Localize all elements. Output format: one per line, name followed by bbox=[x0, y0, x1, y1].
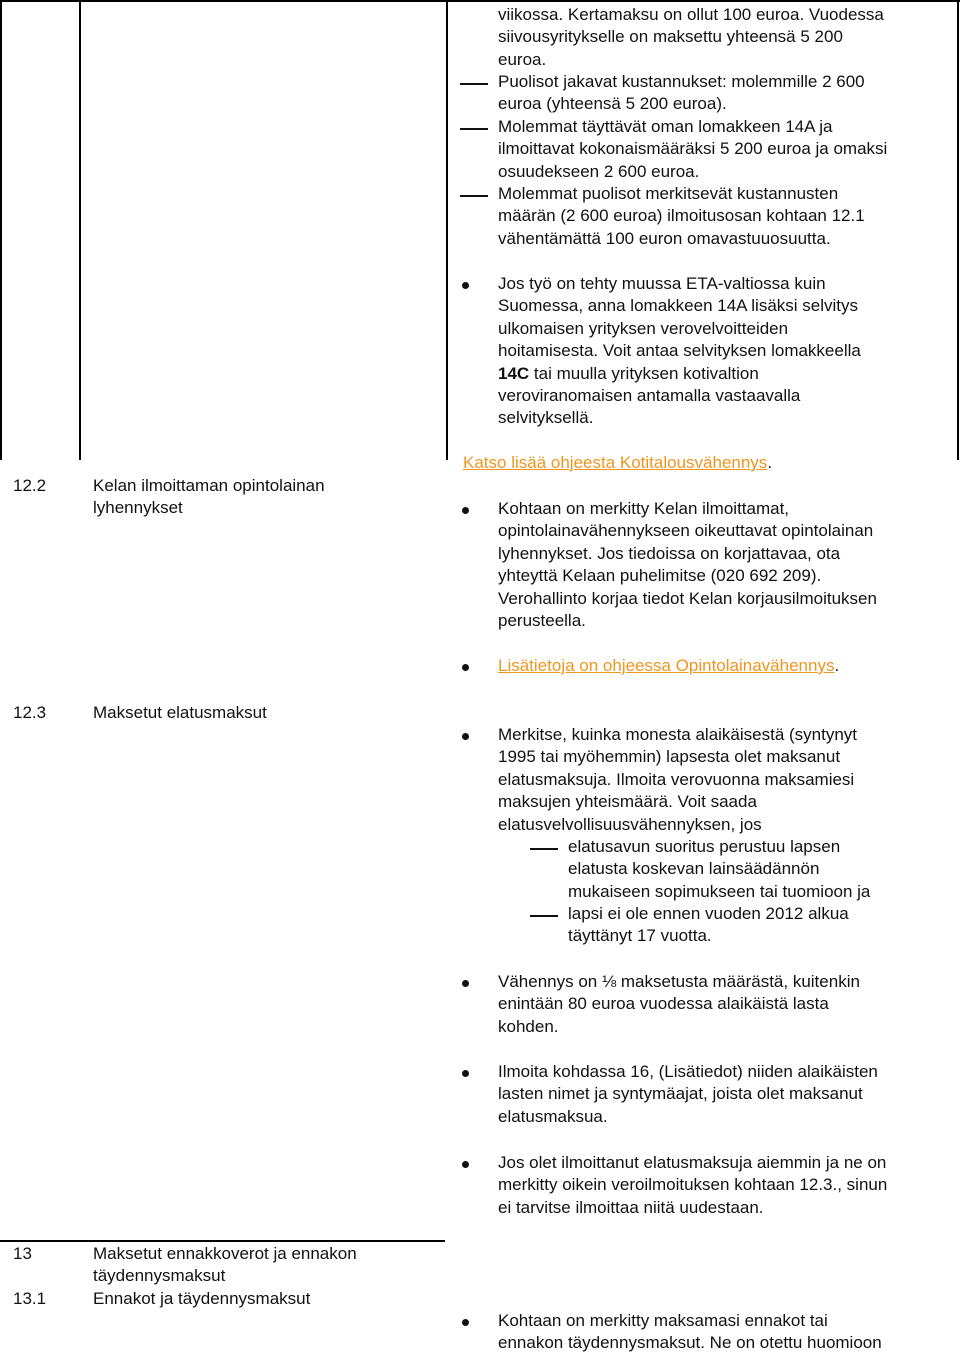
dash-item-2-line-3: osuudekseen 2 600 euroa. bbox=[498, 161, 700, 181]
kela-line-2: opintolainavähennykseen oikeuttavat opintolainan bbox=[498, 521, 874, 541]
kela-paragraph bbox=[498, 498, 948, 632]
intro-line-2: siivousyritykselle on maksettu yhteensä 5 200 bbox=[498, 27, 843, 47]
dash-item-2-line-1: Molemmat täyttävät oman lomakkeen 14A ja bbox=[498, 117, 833, 136]
bullet-icon bbox=[462, 507, 469, 514]
section-13-title-line-2: täydennysmaksut bbox=[93, 1266, 226, 1286]
ennakot-line-2: ennakon täydennysmaksut. Ne on otettu huomioon bbox=[498, 1333, 882, 1353]
eta-line-1: Jos työ on tehty muussa ETA-valtiossa kuin bbox=[498, 274, 826, 293]
elatus-paragraph bbox=[498, 724, 948, 836]
opintolaina-row bbox=[498, 655, 948, 677]
eta-line-5 bbox=[498, 363, 948, 385]
dash-item-2-line-2: ilmoittavat kokonaismääräksi 5 200 euroa ja omaksi bbox=[498, 139, 888, 159]
section-12-2-title-line-2: lyhennykset bbox=[93, 498, 183, 518]
bullet-icon bbox=[462, 664, 469, 671]
table-column-divider bbox=[79, 0, 81, 460]
eta-line-3: ulkomaisen yrityksen verovelvoitteiden bbox=[498, 318, 789, 338]
bullet-icon bbox=[462, 1319, 469, 1326]
section-12-2-title bbox=[93, 475, 433, 520]
kela-line-5: Verohallinto korjaa tiedot Kelan korjausilmoituksen bbox=[498, 588, 877, 608]
bullet-icon bbox=[462, 1070, 469, 1077]
ennakot-line-1: Kohtaan on merkitty maksamasi ennakot tai bbox=[498, 1311, 828, 1330]
section-12-3-title: Maksetut elatusmaksut bbox=[93, 703, 267, 722]
dash-item-1-line-2: euroa (yhteensä 5 200 euroa). bbox=[498, 94, 727, 114]
table-column-divider-right bbox=[446, 0, 448, 460]
kela-line-3: lyhennykset. Jos tiedoissa on korjattavaa, ota bbox=[498, 543, 841, 563]
vahennys-line-3: kohden. bbox=[498, 1016, 559, 1036]
section-13-title bbox=[93, 1243, 433, 1288]
aiemmin-line-2: merkitty oikein veroilmoituksen kohtaan 12.3., sinun bbox=[498, 1175, 888, 1195]
section-12-2-number: 12.2 bbox=[13, 476, 47, 495]
elatus-line-3: elatusmaksuja. Ilmoita verovuonna maksamiesi bbox=[498, 769, 855, 789]
section-12-2-title-line-1: Kelan ilmoittaman opintolainan bbox=[93, 476, 325, 495]
table-border-right bbox=[957, 0, 959, 460]
eta-line-2: Suomessa, anna lomakkeen 14A lisäksi selvitys bbox=[498, 296, 859, 316]
aiemmin-line-1: Jos olet ilmoittanut elatusmaksuja aiemmin ja ne on bbox=[498, 1153, 887, 1172]
lisatiedot-line-3: elatusmaksua. bbox=[498, 1106, 608, 1126]
kela-line-1: Kohtaan on merkitty Kelan ilmoittamat, bbox=[498, 499, 790, 518]
kela-line-6: perusteella. bbox=[498, 611, 586, 631]
dash-bullet-icon bbox=[530, 848, 558, 850]
section-13-1-title: Ennakot ja täydennysmaksut bbox=[93, 1289, 311, 1308]
dash-bullet-icon bbox=[460, 195, 488, 197]
elatus-sub-2-line-2: täyttänyt 17 vuotta. bbox=[568, 926, 712, 946]
lisatiedot-paragraph bbox=[498, 1061, 948, 1128]
opintolainavahennys-link[interactable]: Lisätietoja on ohjeessa Opintolainavähennys bbox=[498, 656, 835, 675]
intro-line-3: euroa. bbox=[498, 49, 547, 69]
lisatiedot-line-2: lasten nimet ja syntymäajat, joista olet maksanut bbox=[498, 1084, 863, 1104]
elatus-sub-item-2 bbox=[568, 903, 948, 948]
dash-bullet-icon bbox=[530, 915, 558, 917]
dash-item-2 bbox=[498, 116, 948, 183]
vahennys-line-2: enintään 80 euroa vuodessa alaikäistä lasta bbox=[498, 994, 829, 1014]
elatus-sub-1-line-2: elatusta koskevan lainsäädännön bbox=[568, 859, 820, 879]
dash-item-3-line-3: vähentämättä 100 euron omavastuuosuutta. bbox=[498, 228, 831, 248]
intro-paragraph bbox=[498, 4, 948, 71]
elatus-line-4: maksujen yhteismäärä. Voit saada bbox=[498, 792, 757, 812]
dash-bullet-icon bbox=[460, 128, 488, 130]
table-border-left bbox=[0, 0, 2, 460]
eta-line-7: selvityksellä. bbox=[498, 408, 594, 428]
dash-item-1 bbox=[498, 71, 948, 116]
bullet-icon bbox=[462, 733, 469, 740]
elatus-line-5: elatusvelvollisuusvähennyksen, jos bbox=[498, 814, 762, 834]
dash-item-3-line-1: Molemmat puolisot merkitsevät kustannusten bbox=[498, 184, 839, 203]
elatus-sub-1-line-1: elatusavun suoritus perustuu lapsen bbox=[568, 837, 841, 856]
vahennys-paragraph bbox=[498, 971, 948, 1038]
ennakot-paragraph bbox=[498, 1310, 948, 1355]
eta-line-4: hoitamisesta. Voit antaa selvityksen lomakkeella bbox=[498, 341, 861, 361]
section-13-1-number: 13.1 bbox=[13, 1289, 47, 1308]
bullet-icon bbox=[462, 282, 469, 289]
elatus-sub-1-line-3: mukaiseen sopimukseen tai tuomioon ja bbox=[568, 881, 871, 901]
elatus-line-2: 1995 tai myöhemmin) lapsesta olet maksanut bbox=[498, 747, 841, 767]
section-13-number: 13 bbox=[13, 1244, 32, 1263]
table-border-top bbox=[0, 0, 960, 2]
dash-item-3 bbox=[498, 183, 948, 250]
bullet-icon bbox=[462, 1161, 469, 1168]
vahennys-line-1: Vähennys on ⅛ maksetusta määrästä, kuitenkin bbox=[498, 972, 860, 991]
dash-item-1-line-1: Puolisot jakavat kustannukset: molemmille 2 600 bbox=[498, 72, 865, 91]
aiemmin-paragraph bbox=[498, 1152, 948, 1219]
katso-period: . bbox=[767, 453, 773, 472]
eta-paragraph bbox=[498, 273, 948, 430]
section-13-title-line-1: Maksetut ennakkoverot ja ennakon bbox=[93, 1244, 357, 1263]
bullet-icon bbox=[462, 980, 469, 987]
opintolaina-period: . bbox=[834, 656, 840, 675]
elatus-sub-item-1 bbox=[568, 836, 948, 903]
elatus-sub-2-line-1: lapsi ei ole ennen vuoden 2012 alkua bbox=[568, 904, 849, 923]
elatus-line-1: Merkitse, kuinka monesta alaikäisestä (syntynyt bbox=[498, 725, 858, 744]
section-12-3-number: 12.3 bbox=[13, 703, 47, 722]
katso-row bbox=[463, 452, 772, 474]
eta-line-6: veroviranomaisen antamalla vastaavalla bbox=[498, 386, 801, 406]
lisatiedot-line-1: Ilmoita kohdassa 16, (Lisätiedot) niiden alaikäisten bbox=[498, 1062, 878, 1081]
aiemmin-line-3: ei tarvitse ilmoittaa niitä uudestaan. bbox=[498, 1197, 764, 1217]
kotitalousvahennys-link[interactable]: Katso lisää ohjeesta Kotitalousvähennys bbox=[463, 453, 768, 472]
kela-line-4: yhteyttä Kelaan puhelimitse (020 692 209). bbox=[498, 566, 822, 586]
table-border-bottom bbox=[0, 1240, 445, 1242]
form-14c-label: 14C bbox=[498, 363, 530, 383]
eta-line-5-rest: tai muulla yrityksen kotivaltion bbox=[529, 363, 759, 383]
dash-item-3-line-2: määrän (2 600 euroa) ilmoitusosan kohtaan 12.1 bbox=[498, 206, 865, 226]
dash-bullet-icon bbox=[460, 83, 488, 85]
intro-line-1: viikossa. Kertamaksu on ollut 100 euroa. Vuodessa bbox=[498, 5, 884, 24]
